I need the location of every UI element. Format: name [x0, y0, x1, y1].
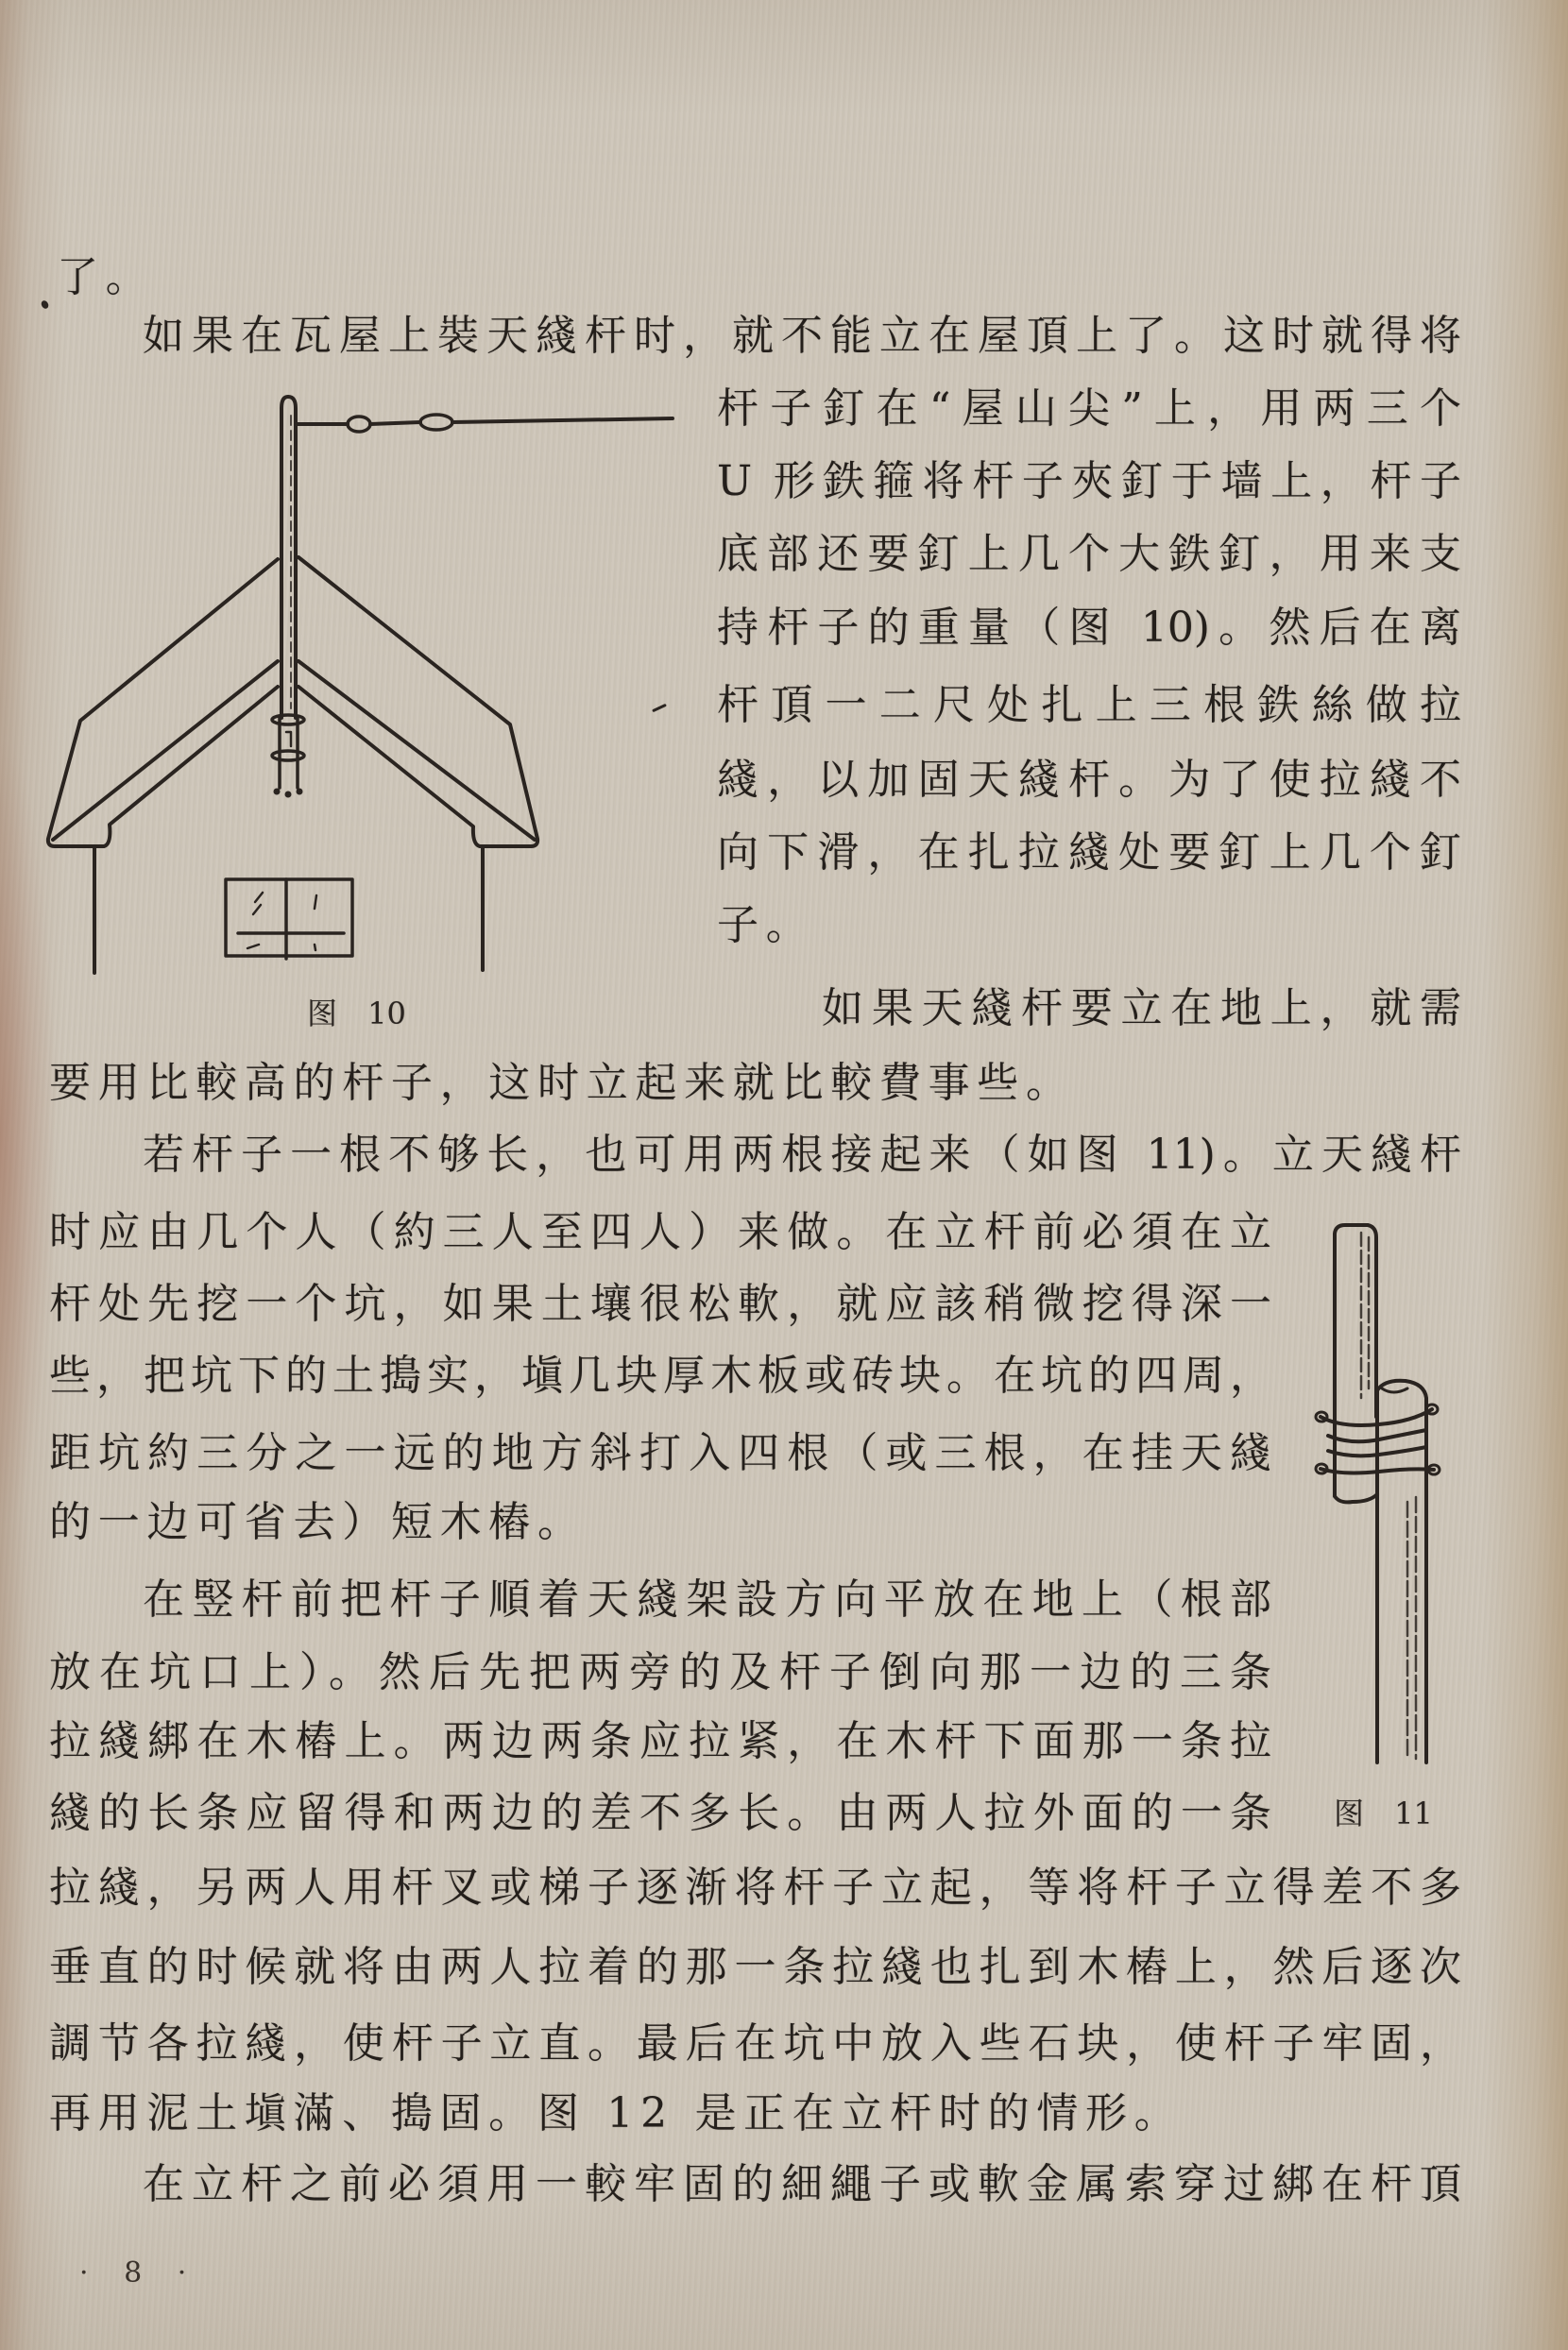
- text-line: 杆子釘在“屋山尖”上，用两三个: [717, 384, 1461, 433]
- antenna-wire-icon: [296, 415, 673, 432]
- text-line: 綫的长条应留得和两边的差不多长。由两人拉外面的一条: [49, 1789, 1271, 1837]
- text-line: 若杆子一根不够长，也可用两根接起来（如图 11)。立天綫杆: [143, 1131, 1461, 1179]
- text-line: 持杆子的重量（图 10)。然后在离: [717, 604, 1461, 652]
- text-line: 了。: [57, 253, 155, 301]
- upper-pole-icon: [1335, 1225, 1377, 1502]
- figure-11-caption: 图 11: [1334, 1796, 1433, 1831]
- text-line: 拉綫，另两人用杆叉或梯子逐渐将杆子立起，等将杆子立得差不多: [49, 1864, 1461, 1912]
- text-line: 些，把坑下的土搗实，塡几块厚木板或砖块。在坑的四周，: [49, 1352, 1271, 1400]
- text-line: 在竪杆前把杆子順着天綫架設方向平放在地上（根部: [143, 1575, 1271, 1624]
- text-line: 如果天綫杆要立在地上，就需: [822, 984, 1461, 1032]
- roof-icon: [48, 557, 537, 846]
- text-line: 在立杆之前必須用一較牢固的細繩子或軟金属索穿过綁在杆頂: [143, 2160, 1461, 2208]
- joined-poles-illustration: [1294, 1209, 1464, 1795]
- text-line: 向下滑，在扎拉綫处要釘上几个釘: [717, 828, 1461, 877]
- figure-10-caption: 图 10: [307, 996, 406, 1031]
- text-line: 拉綫綁在木樁上。两边两条应拉紧，在木杆下面那一条拉: [49, 1717, 1271, 1765]
- text-line: 再用泥土塡滿、搗固。图 12 是正在立杆时的情形。: [49, 2089, 1184, 2137]
- text-line: 时应由几个人（約三人至四人）来做。在立杆前必須在立: [49, 1208, 1271, 1256]
- text-line: 調节各拉綫，使杆子立直。最后在坑中放入些石块，使杆子牢固，: [49, 2019, 1461, 2068]
- text-line: 要用比較高的杆子，这时立起来就比較費事些。: [49, 1059, 1075, 1107]
- text-line: 如果在瓦屋上裝天綫杆时，就不能立在屋頂上了。这时就得将: [143, 312, 1461, 360]
- text-line: 放在坑口上）。然后先把两旁的及杆子倒向那一边的三条: [49, 1648, 1271, 1696]
- text-line: 距坑約三分之一远的地方斜打入四根（或三根，在挂天綫: [49, 1429, 1271, 1477]
- wall-icon: [94, 848, 483, 973]
- text-line: U 形鉄箍将杆子夾釘于墙上，杆子: [717, 457, 1461, 505]
- page-number: · 8 ·: [79, 2256, 200, 2290]
- text-line: 綫，以加固天綫杆。为了使拉綫不: [717, 756, 1461, 804]
- antenna-pole-on-roof-illustration: [0, 359, 699, 1001]
- text-line: 的一边可省去）短木樁。: [49, 1498, 587, 1546]
- text-line: 底部还要釘上几个大鉄釘，用来支: [717, 530, 1461, 578]
- text-line: 垂直的时候就将由两人拉着的那一条拉綫也扎到木樁上，然后逐次: [49, 1943, 1461, 1991]
- stray-print-mark: [40, 299, 50, 310]
- window-icon: [226, 879, 352, 959]
- text-line: 杆处先挖一个坑，如果土壤很松軟，就应該稍微挖得深一: [49, 1280, 1271, 1328]
- text-line: 子。: [717, 901, 815, 949]
- pole-icon: [272, 397, 304, 798]
- text-line: 杆頂一二尺处扎上三根鉄絲做拉: [717, 681, 1461, 729]
